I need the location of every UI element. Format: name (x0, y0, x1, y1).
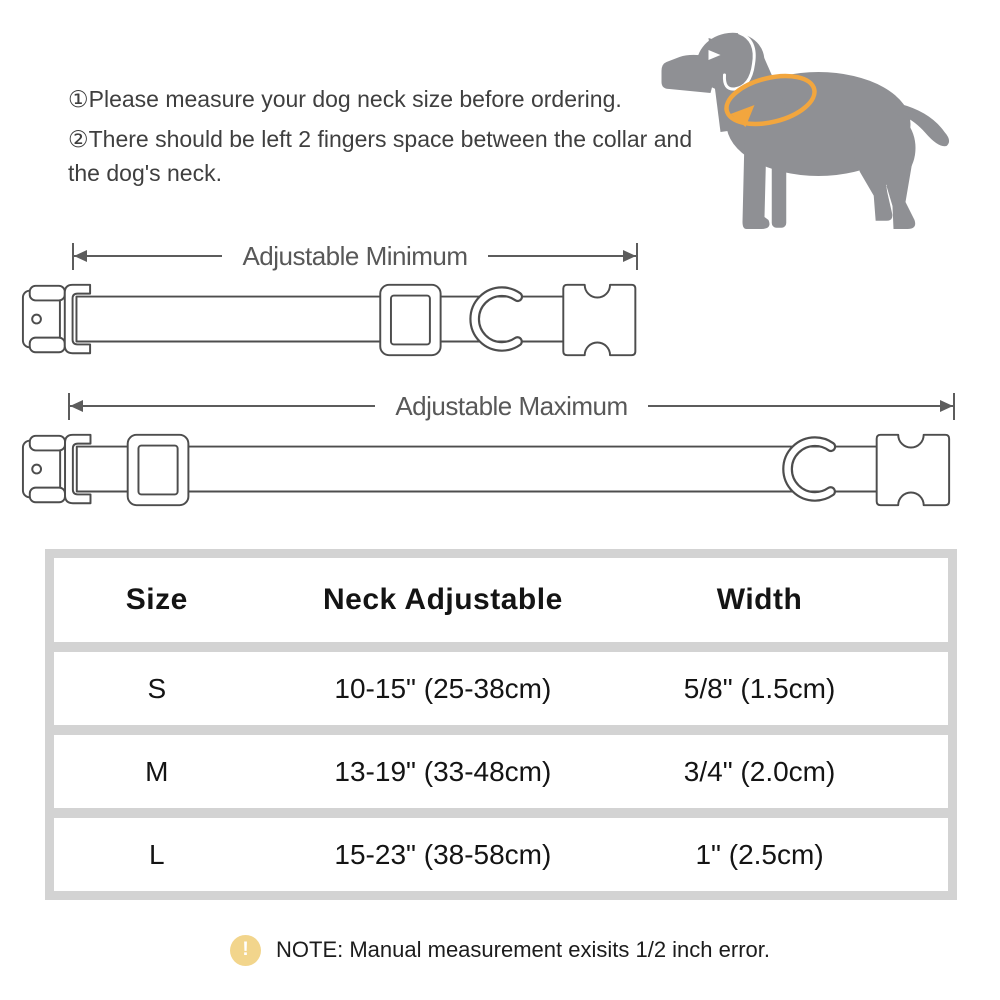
cell-size: S (147, 672, 167, 704)
cell-width: 3/4" (2.0cm) (683, 755, 836, 787)
tri-glide-slider-icon (128, 435, 189, 505)
collar-minimum-svg (20, 277, 648, 363)
dimension-label-maximum: Adjustable Maximum (395, 390, 628, 421)
collar-strap (77, 447, 896, 492)
cell-width: 1" (2.5cm) (695, 838, 824, 870)
buckle-male-icon (23, 286, 65, 352)
note-row (0, 925, 1000, 975)
buckle-female-icon (563, 285, 635, 355)
cell-neck-adjustable: 15-23" (38-58cm) (334, 838, 552, 870)
cell-width: 5/8" (1.5cm) (683, 672, 836, 704)
dog-neck-measure-illustration (648, 10, 973, 240)
size-table-header-row (54, 558, 948, 642)
dog-near-front-leg (743, 138, 770, 229)
instruction-step-2: ②There should be left 2 fingers space between the collar and the dog's neck. (68, 126, 693, 186)
dimension-endcap-right (636, 243, 638, 270)
buckle-female-icon (877, 435, 949, 505)
dimension-arrow-minimum (72, 241, 638, 271)
buckle-male-icon (23, 436, 65, 502)
size-row-s (54, 652, 948, 725)
size-table (45, 549, 957, 900)
header-cell-width: Width (716, 583, 803, 616)
size-row-l (54, 818, 948, 891)
arrow-line-left-icon (70, 405, 375, 407)
arrow-line-left-icon (74, 255, 222, 257)
dimension-arrow-maximum (68, 391, 955, 421)
collar-maximum-svg (20, 427, 955, 513)
instruction-step-1: ①Please measure your dog neck size before ordering. (68, 86, 622, 112)
size-row-m (54, 735, 948, 808)
tri-glide-slider-icon (380, 285, 440, 355)
dimension-label-minimum: Adjustable Minimum (242, 240, 468, 271)
dog-silhouette (662, 27, 950, 229)
measuring-instructions (68, 82, 708, 196)
exclamation-icon: ! (230, 935, 261, 966)
cell-size: M (145, 755, 169, 787)
arrow-line-right-icon (488, 255, 636, 257)
cell-size: L (149, 838, 165, 870)
cell-neck-adjustable: 10-15" (25-38cm) (334, 672, 552, 704)
collar-minimum-diagram (20, 277, 648, 363)
dog-silhouette-svg (648, 10, 973, 240)
header-cell-neck-adjustable: Neck Adjustable (322, 583, 563, 616)
header-cell-size: Size (125, 583, 188, 616)
cell-neck-adjustable: 13-19" (33-48cm) (334, 755, 552, 787)
dog-muzzle (662, 55, 720, 93)
note-text: NOTE: Manual measurement exisits 1/2 inch error. (276, 937, 770, 962)
dimension-endcap-right (953, 393, 955, 420)
arrow-line-right-icon (648, 405, 953, 407)
collar-maximum-diagram (20, 427, 955, 513)
collar-strap (76, 297, 570, 342)
